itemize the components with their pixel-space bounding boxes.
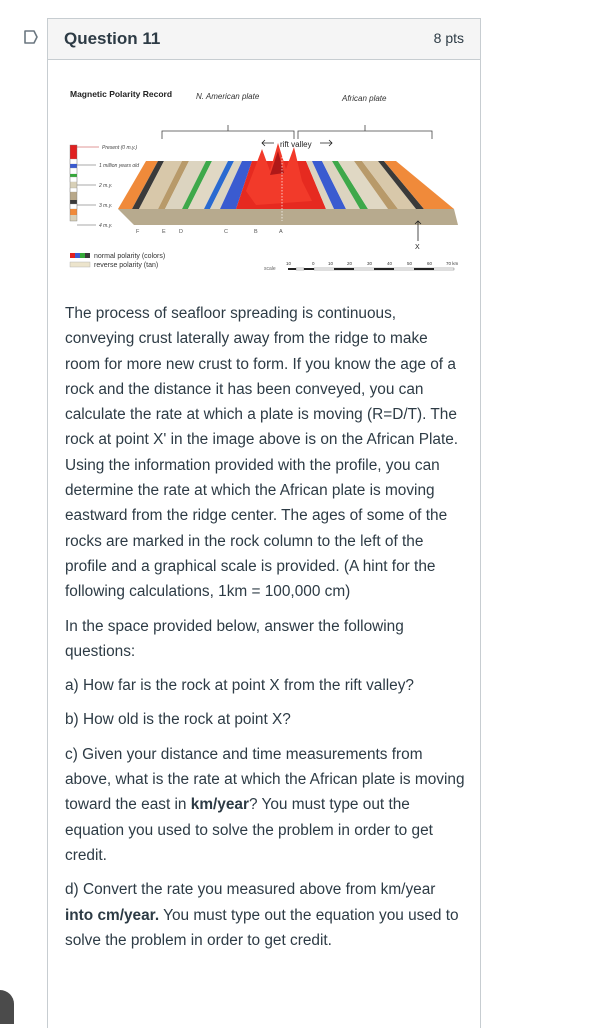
legend-normal: normal polarity (colors) bbox=[94, 253, 166, 260]
scale-tick-7: 60 bbox=[427, 261, 433, 266]
age-3my: 3 m.y. bbox=[99, 203, 113, 209]
af-plate-label: African plate bbox=[342, 94, 387, 103]
age-1my: 1 million years old bbox=[99, 163, 140, 169]
point-c: C bbox=[224, 229, 228, 235]
point-f: F bbox=[136, 229, 140, 235]
question-a: a) How far is the rock at point X from the rift valley? bbox=[65, 677, 414, 695]
scale-tick-0: 10 bbox=[286, 261, 292, 266]
point-x-label: X bbox=[415, 244, 420, 251]
af-plate-bracket bbox=[298, 125, 432, 139]
rift-valley-label: rift valley bbox=[280, 140, 312, 149]
point-e: E bbox=[162, 229, 166, 235]
scale-tick-5: 40 bbox=[387, 261, 393, 266]
polarity-legend bbox=[70, 253, 165, 269]
question-d-text: d) Convert the rate you measured above from km/year bbox=[65, 881, 436, 899]
question-title: Question 11 bbox=[64, 29, 161, 48]
scale-tick-4: 30 bbox=[367, 261, 373, 266]
record-title: Magnetic Polarity Record bbox=[70, 89, 173, 99]
point-b: B bbox=[254, 229, 258, 235]
question-d-tail: You must type out the equation you used to solve the problem in order to get credit. bbox=[65, 906, 459, 949]
na-plate-label: N. American plate bbox=[196, 92, 260, 101]
slab-side bbox=[118, 209, 458, 225]
rift-left-arrow bbox=[262, 140, 274, 146]
scale-label: scale bbox=[264, 266, 276, 272]
question-c bbox=[65, 742, 467, 868]
question-card bbox=[47, 18, 481, 1028]
question-d bbox=[65, 877, 467, 953]
question-c-unit: km/year bbox=[190, 796, 249, 814]
question-header bbox=[48, 19, 480, 60]
scale-bar bbox=[264, 261, 459, 272]
age-2my: 2 m.y. bbox=[99, 183, 113, 189]
question-body bbox=[65, 301, 467, 962]
question-b: b) How old is the rock at point X? bbox=[65, 711, 291, 729]
age-4my: 4 m.y. bbox=[99, 223, 113, 229]
instruction-text: In the space provided below, answer the following questions: bbox=[65, 617, 404, 660]
point-a: A bbox=[279, 229, 283, 235]
age-column bbox=[70, 145, 77, 221]
question-c-text: c) Given your distance and time measurements from above, what is the rate at which the African plate is moving toward the east in bbox=[65, 745, 465, 814]
rift-right-arrow bbox=[320, 140, 332, 146]
point-letters bbox=[136, 229, 283, 235]
question-d-unit: into cm/year. bbox=[65, 906, 160, 924]
age-present: Present (0 m.y.) bbox=[102, 145, 138, 151]
scale-tick-1: 0 bbox=[312, 261, 315, 266]
question-points: 8 pts bbox=[433, 30, 464, 46]
flag-question-icon[interactable] bbox=[22, 28, 40, 46]
question-c-tail: ? You must type out the equation you used to solve the problem in order to get credit. bbox=[65, 796, 433, 864]
intro-paragraph: The process of seafloor spreading is continuous, conveying crust laterally away from the ridge to make room for more new crust to form. If you know the age of a rock and the distance it has been conveyed, you can calculate the rate at which a plate is moving (R=D/T). The rock at point X' in the image above is on the African Plate. Using the information provided with the profile, you can determine the rate at which the African plate is moving eastward from the ridge center. The ages of some of the rocks are marked in the rock column to the left of the profile and a graphical scale is provided. (A hint for the following calculations, 1km = 100,000 cm) bbox=[65, 305, 459, 601]
scale-tick-2: 10 bbox=[328, 261, 334, 266]
seafloor-profile-figure bbox=[66, 81, 466, 281]
scale-tick-8: 70 km bbox=[446, 261, 459, 266]
point-d: D bbox=[179, 229, 183, 235]
scale-tick-6: 50 bbox=[407, 261, 413, 266]
left-margin bbox=[0, 0, 22, 1024]
na-plate-bracket bbox=[162, 125, 294, 139]
scale-tick-3: 20 bbox=[347, 261, 353, 266]
legend-reverse: reverse polarity (tan) bbox=[94, 262, 159, 269]
